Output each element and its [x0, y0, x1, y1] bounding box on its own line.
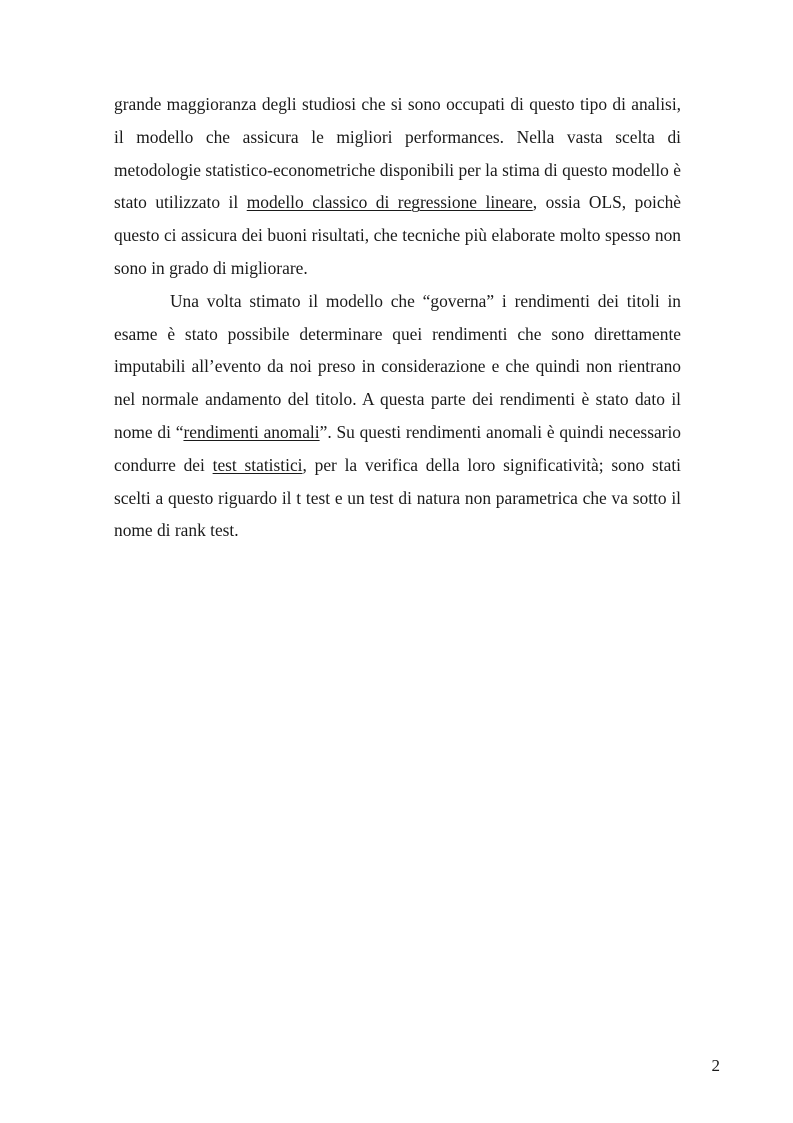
paragraph-2-text: Una volta stimato il modello che “governa” i rendimenti dei titoli in esame è stato possibile determinare quei rendimenti che sono direttamente imputabili all’evento da noi preso in considerazione e che quindi non rientrano nel normale andamento del titolo. A questa parte dei rendimenti è stato dato il nome di “ — [114, 290, 681, 442]
underlined-term-test-statistici: test statistici — [212, 454, 303, 475]
paragraph-1-text-end: , ossia OLS, poichè questo ci assicura dei buoni risultati, che tecniche più elaborate molto spesso non sono in grado di migliorare. — [114, 192, 681, 278]
page-number: 2 — [711, 1056, 720, 1075]
document-body — [114, 88, 681, 547]
paragraph-1 — [114, 88, 681, 285]
paragraph-1-text: grande maggioranza degli studiosi che si sono occupati di questo tipo di analisi, il modello che assicura le migliori performances. Nella vasta scelta di metodologie statistico-econometriche disponibili per la stima di questo modello è stato utilizzato il — [114, 94, 681, 213]
underlined-term-rendimenti-anomali: rendimenti anomali — [183, 421, 320, 442]
paragraph-2-text-middle: ”. Su questi rendimenti anomali è quindi necessario condurre dei — [114, 421, 681, 475]
underlined-term-regressione: modello classico di regressione lineare — [246, 192, 533, 213]
paragraph-2 — [114, 285, 681, 547]
paragraph-2-text-end: , per la verifica della loro significatività; sono stati scelti a questo riguardo il t test e un test di natura non parametrica che va sotto il nome di rank test. — [114, 454, 681, 541]
